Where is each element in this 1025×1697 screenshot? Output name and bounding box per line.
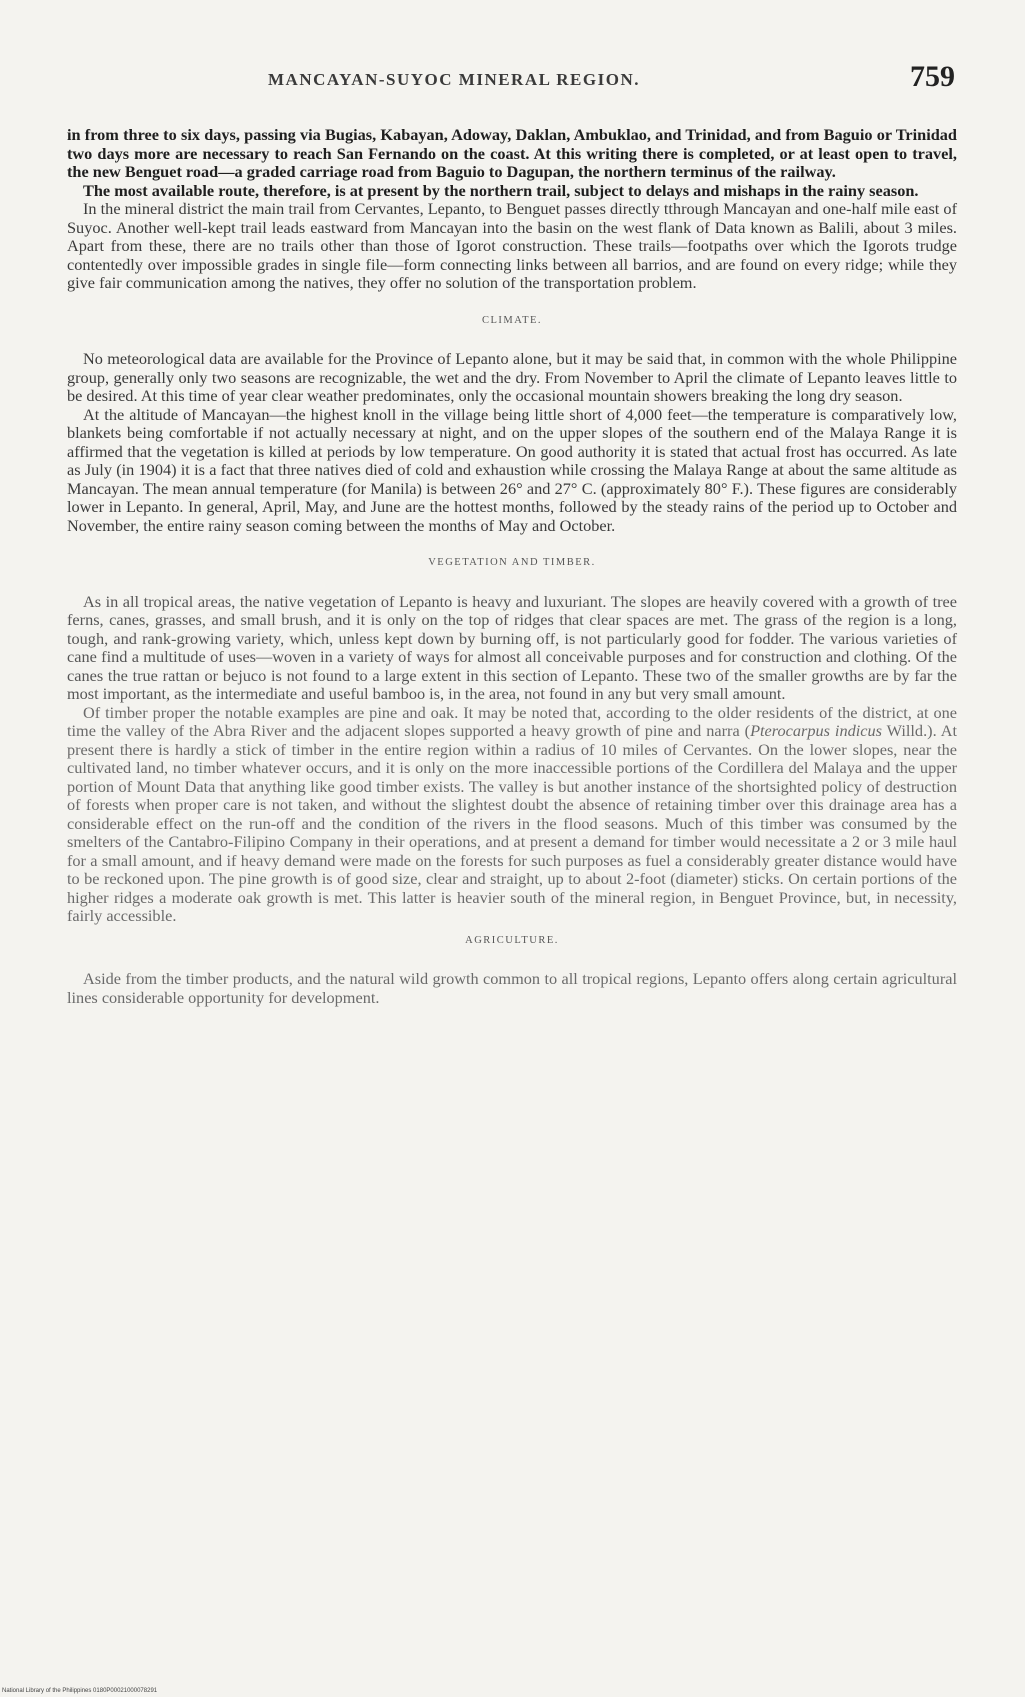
intro-paragraph-1: in from three to six days, passing via Bugias, Kabayan, Adoway, Daklan, Ambuklao, and Trinidad, and from Baguio or Trinidad two days more are necessary to reach San Fernando on the coast. At this writing there is completed, or at least open to travel, the new Benguet road—a graded carriage road from Baguio to Dagupan, the northern terminus of the railway. xyxy=(67,125,957,181)
page-header xyxy=(68,60,955,100)
intro-paragraph-3: In the mineral district the main trail from Cervantes, Lepanto, to Benguet passes directly tthrough Mancayan and one-half mile east of Suyoc. Another well-kept trail leads eastward from Mancayan into the basin on the west flank of Data known as Balili, about 3 miles. Apart from these, there are no trails other than those of Igorot construction. These trails—footpaths over which the Igorots trudge contentedly over impossible grades in single file—form connecting links between all barrios, and are found on every ridge; while they give fair communication among the natives, they offer no solution of the transportation problem. xyxy=(67,199,957,292)
vegetation-paragraph-2-part-b: Willd.). At present there is hardly a stick of timber in the entire region within a radius of 10 miles of Cervantes. On the lower slopes, near the cultivated land, no timber whatever occurs, and it is only on the more inaccessible portions of the Cordillera del Malaya and the upper portion of Mount Data that anything like good timber exists. The valley is but another instance of the shortsighted policy of destruction of forests when proper care is not taken, and without the slightest doubt the absence of retaining timber over this drainage area has a considerable effect on the run-off and the condition of the rivers in the flood seasons. Much of this timber was consumed by the smelters of the Cantabro-Filipino Company in their operations, and at present a demand for timber would necessitate a 2 or 3 mile haul for a small amount, and if heavy demand were made on the forests for such purposes as fuel a considerably greater distance would have to be reckoned upon. The pine growth is of good size, clear and straight, up to about 2-foot (diameter) sticks. On certain portions of the higher ridges a moderate oak growth is met. This latter is heavier south of the mineral region, in Benguet Province, but, in necessity, fairly accessible. xyxy=(67,721,957,925)
climate-heading: CLIMATE. xyxy=(481,314,543,326)
running-title: MANCAYAN-SUYOC MINERAL REGION. xyxy=(268,70,640,89)
page-number: 759 xyxy=(910,60,955,93)
vegetation-heading: VEGETATION AND TIMBER. xyxy=(428,557,596,568)
intro-paragraph-2: The most available route, therefore, is at present by the northern trail, subject to delays and mishaps in the rainy season. xyxy=(83,180,919,200)
library-footer: National Library of the Philippines 0180P00021000078291 xyxy=(2,1688,158,1694)
agriculture-heading: AGRICULTURE. xyxy=(465,934,559,946)
climate-paragraph-2: At the altitude of Mancayan—the highest knoll in the village being little short of 4,000 feet—the temperature is comparatively low, blankets being comfortable if not actually necessary at night, and on the upper slopes of the southern end of the Malaya Range it is affirmed that the vegetation is killed at periods by low temperature. On good authority it is stated that actual frost has occurred. As late as July (in 1904) it is a fact that three natives died of cold and exhaustion while crossing the Malaya Range at about the same altitude as Mancayan. The mean annual temperature (for Manila) is between 26° and 27° C. (approximately 80° F.). These figures are considerably lower in Lepanto. In general, April, May, and June are the hottest months, followed by the steady rains of the period up to October and November, the entire rainy season coming between the months of May and October. xyxy=(67,404,957,535)
vegetation-paragraph-2-part-a: Of timber proper the notable examples are pine and oak. It may be noted that, according to the older residents of the district, at one time the valley of the Abra River and the adjacent slopes supported a heavy growth of pine and narra ( xyxy=(67,702,957,740)
page-body xyxy=(67,126,957,1007)
climate-paragraph-1: No meteorological data are available for the Province of Lepanto alone, but it may be said that, in common with the whole Philippine group, generally only two seasons are recognizable, the wet and the dry. From November to April the climate of Lepanto leaves little to be desired. At this time of year clear weather predominates, only the occasional mountain showers breaking the long dry season. xyxy=(67,349,957,405)
agriculture-paragraph-1: Aside from the timber products, and the natural wild growth common to all tropical regions, Lepanto offers along certain agricultural lines considerable opportunity for development. xyxy=(67,969,957,1007)
vegetation-paragraph-1: As in all tropical areas, the native vegetation of Lepanto is heavy and luxuriant. The slopes are heavily covered with a growth of tree ferns, canes, grasses, and small brush, and it is only on the top of ridges that clear spaces are met. The grass of the region is a long, tough, and rank-growing variety, which, unless kept down by burning off, is not particularly good for fodder. The various varieties of cane find a multitude of uses—woven in a variety of ways for almost all conceivable purposes and for construction and clothing. Of the canes the true rattan or bejuco is not found to a large extent in this section of Lepanto. These two of the smaller growths are by far the most important, as the intermediate and useful bamboo is, in the area, not found in any but very small amount. xyxy=(67,591,957,703)
vegetation-paragraph-2 xyxy=(67,704,957,926)
species-name: Pterocarpus indicus xyxy=(750,721,882,740)
